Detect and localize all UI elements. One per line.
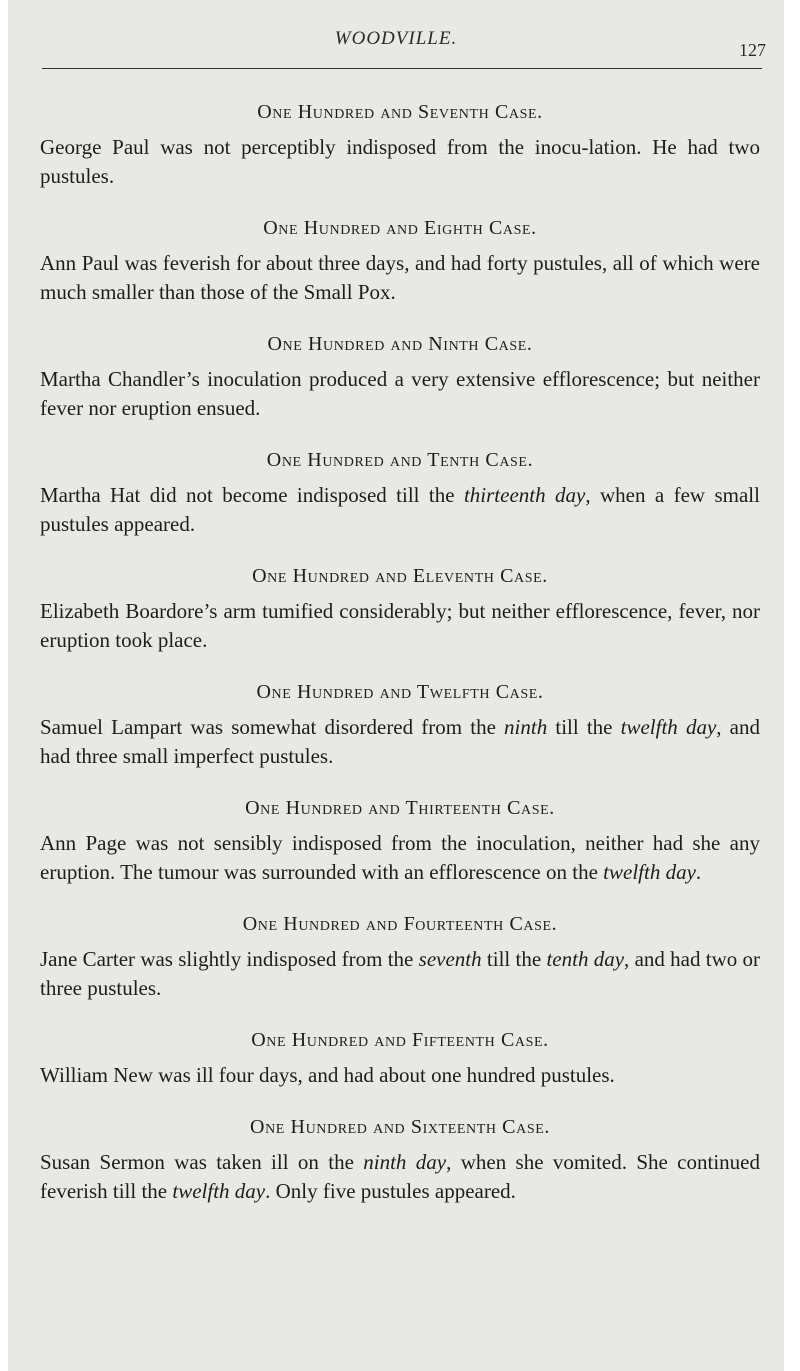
case-text (40, 249, 760, 307)
case-heading: One Hundred and Ninth Case. (267, 333, 533, 355)
case-text (40, 365, 760, 423)
text-run: Elizabeth Boardore’s arm tumified considerably; but neither efflorescence, fever, nor eruption took place. (40, 599, 760, 652)
italic-phrase: thirteenth day (463, 483, 586, 507)
case-section (40, 332, 760, 423)
case-heading: One Hundred and Sixteenth Case. (250, 1116, 550, 1138)
case-section (40, 796, 760, 887)
case-text (40, 829, 760, 887)
case-heading: One Hundred and Thirteenth Case. (245, 797, 555, 819)
text-run: Susan Sermon was taken ill on the (40, 1150, 364, 1174)
header-rule (42, 68, 762, 69)
text-run: , when she vomited. She continued feverish till the (40, 1150, 760, 1203)
text-run: William New was ill four days, and had about one hundred pustules. (40, 1063, 615, 1087)
case-text (40, 133, 760, 191)
case-section (40, 1028, 760, 1090)
book-page (8, 0, 784, 1371)
case-heading: One Hundred and Eighth Case. (263, 217, 537, 239)
italic-phrase: ninth (504, 715, 548, 739)
case-section (40, 216, 760, 307)
case-text (40, 713, 760, 771)
case-heading: One Hundred and Fifteenth Case. (251, 1029, 549, 1051)
case-section (40, 448, 760, 539)
text-run: Martha Hat did not become indisposed till the (40, 483, 464, 507)
italic-phrase: twelfth day (172, 1179, 266, 1203)
text-run: Jane Carter was slightly indisposed from the (40, 947, 419, 971)
text-run: . Only five pustules appeared. (265, 1179, 516, 1203)
italic-phrase: twelfth day (603, 860, 696, 884)
case-section (40, 100, 760, 191)
text-run: Ann Page was not sensibly indisposed from the inoculation, neither had she any eruption. The tumour was surrounded with an efflorescence on the (40, 831, 760, 884)
text-run: till the (547, 715, 621, 739)
case-heading: One Hundred and Fourteenth Case. (242, 913, 558, 935)
italic-phrase: seventh (418, 947, 482, 971)
case-heading: One Hundred and Eleventh Case. (252, 565, 548, 587)
text-run: , and had three small imperfect pustules. (40, 715, 760, 768)
running-title: WOODVILLE. (334, 28, 458, 49)
case-section (40, 1115, 760, 1206)
text-run: , and had two or three pustules. (40, 947, 761, 1000)
case-heading: One Hundred and Tenth Case. (266, 449, 534, 471)
text-run: till the (481, 947, 547, 971)
text-run: Ann Paul was feverish for about three days, and had forty pustules, all of which were much smaller than those of the Small Pox. (40, 251, 760, 304)
page-number: 127 (739, 40, 766, 60)
case-text (40, 1148, 760, 1206)
italic-phrase: tenth day (546, 947, 625, 971)
text-run: Martha Chandler’s inoculation produced a very extensive efflorescence; but neither fever nor eruption ensued. (40, 367, 760, 420)
text-run: George Paul was not perceptibly indisposed from the inocu-lation. He had two pustules. (40, 135, 760, 188)
case-text (40, 1061, 760, 1090)
text-run: Samuel Lampart was somewhat disordered from the (40, 715, 505, 739)
text-run: . (695, 860, 702, 884)
italic-phrase: twelfth day (620, 715, 717, 739)
case-text (40, 597, 760, 655)
case-section (40, 564, 760, 655)
text-run: , when a few small pustules appeared. (40, 483, 760, 536)
case-section (40, 680, 760, 771)
case-section (40, 912, 760, 1003)
case-text (40, 481, 760, 539)
italic-phrase: ninth day (363, 1150, 447, 1174)
case-heading: One Hundred and Twelfth Case. (256, 681, 544, 703)
case-heading: One Hundred and Seventh Case. (257, 101, 543, 123)
case-text (40, 945, 760, 1003)
case-list (40, 100, 760, 1231)
